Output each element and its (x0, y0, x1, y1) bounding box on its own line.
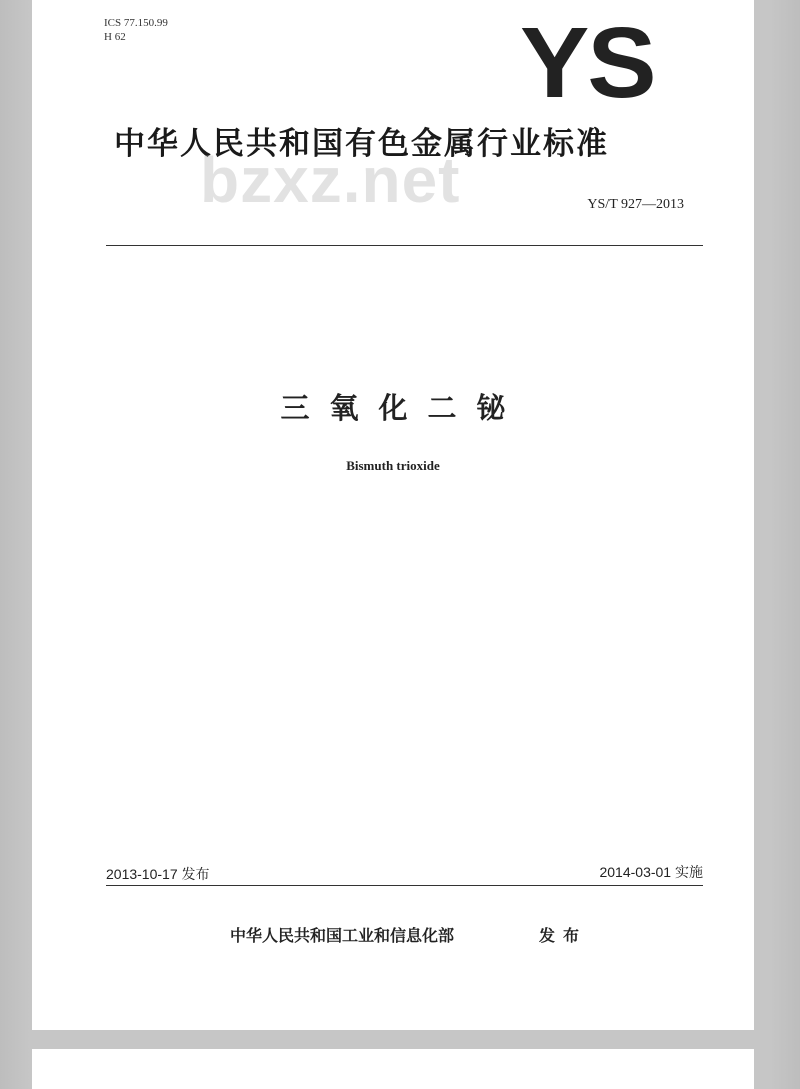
document-title-cn: 三氧化二铋 (280, 391, 526, 425)
bottom-divider (106, 885, 703, 886)
standard-number: YS/T 927—2013 (587, 197, 684, 212)
ys-logo: YS (520, 7, 655, 119)
document-page (32, 0, 754, 1030)
publish-label: 发布 (539, 926, 588, 945)
document-title-en: Bismuth trioxide (346, 458, 440, 473)
publisher-name: 中华人民共和国工业和信息化部 (230, 926, 455, 945)
issue-date: 2013-10-17 发布 (106, 866, 210, 882)
ics-code: ICS 77.150.99 (104, 17, 168, 29)
next-page-edge (32, 1049, 754, 1089)
implementation-date: 2014-03-01 实施 (599, 864, 703, 880)
ccs-code: H 62 (104, 31, 126, 43)
watermark: bzxz.net (200, 144, 461, 216)
top-divider (106, 245, 703, 246)
standard-category-title: 中华人民共和国有色金属行业标准 (114, 126, 609, 162)
